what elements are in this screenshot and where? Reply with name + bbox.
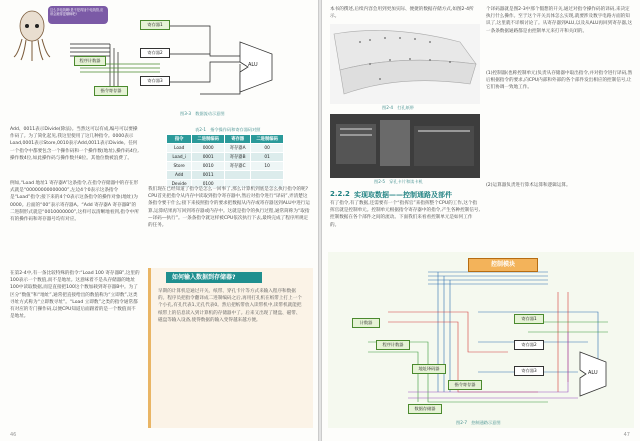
page-number-left: 46 <box>10 432 17 438</box>
alu-label: ALU <box>588 370 598 376</box>
figure-caption: 图3-3 数据流动示意图 <box>180 111 225 116</box>
sidebar-text: 早期的计算机是通过开关、纸带、穿孔卡片等方式来输入程序和数据的。程序员把指令翻译成二进制编码之后,再用打孔机在纸带上打上一个个小孔,有孔代表1,无孔代表0。然后把纸带放入读带机中,读带机就能把纸带上的信息读入到计算机的存储器中了。后来又出现了键盘、磁带、磁盘等输入设备,使得数据的输入变得越来越方便。 <box>158 289 302 323</box>
table-cell: 01 <box>251 153 284 162</box>
punch-card-photo <box>330 114 480 178</box>
data-flow-figure <box>10 4 310 122</box>
address-decoder-block: 地址译码器 <box>412 364 446 374</box>
right-column-text: 我们现在已经知道了指令是怎么一回事了,那么计算机到底是怎么执行指令的呢?CPU首先把指令从内存中读取到指令寄存器中,然后对指令进行“译码”,弄清楚这条指令要干什么;接下来按照指令的要求把数据从内存或寄存器送到ALU中进行运算,运算结果再写回到寄存器或内存中。这就是指令的执行过程,通常简称为“取指—译码—执行”。一条条指令就这样被CPU依次执行下去,最终完成了程序所规定的任务。 <box>148 187 310 229</box>
list-item-2: (2)运算器负责进行算术运算和逻辑运算。 <box>486 183 571 188</box>
alu-label: ALU <box>248 62 258 68</box>
card-caption: 图2-5 穿孔卡片和读卡机 <box>374 179 423 184</box>
table-cell <box>251 171 284 180</box>
control-path-diagram <box>328 252 634 428</box>
table-cell: 寄存器B <box>225 153 251 162</box>
table-cell: Store <box>167 162 192 171</box>
instruction-register-block: 指令寄存器 <box>94 86 128 96</box>
table-header: 指令 <box>167 135 192 144</box>
register-3-block: 寄存器3 <box>514 366 544 376</box>
table-cell: 0001 <box>192 153 225 162</box>
table-cell: 寄存器A <box>225 144 251 153</box>
table-cell: Devide <box>167 180 192 189</box>
right-page <box>322 0 640 441</box>
body-paragraph-1: Add、0011表示Divide(除法)。当然这可以有成,编号可以要操作码了。为了简化起见,我这里使用了这几种指令。0000表示Load,0001表示Store,0010表示Add,0011表示Divide。任何一个指令中都要包含一个操作码和一个操作数(地址),操作码4位,操作数4位,如此操作码与操作数共8位。其他位数被浪费了。 <box>10 127 139 161</box>
table-cell: 10 <box>251 162 284 171</box>
program-counter-block: 程序计数器 <box>74 56 106 66</box>
table-row <box>167 144 284 153</box>
table-cell: 0011 <box>192 171 225 180</box>
table-caption: 表2-1 指令操作码和寄存器码对照 <box>195 127 261 132</box>
table-cell: 0010 <box>192 162 225 171</box>
section-title: 实现取数据——控制通路及部件 <box>354 191 452 199</box>
data-memory-block: 数据存储器 <box>408 404 442 414</box>
control-module-block: 控制模块 <box>468 258 538 272</box>
table-cell <box>225 171 251 180</box>
body-paragraph-3: 在第2-4中,有一条比较特殊的指令:“Load 100 寄存器B”,这里的100表示一个数值,而不是地址。这意味着不是从存储器的地址100中读取数据,而是直接把100这个数加载到寄存器B中。为了区分“数值”和“地址”,通常把直接给出的数值称为“立即数”,这类寻址方式称为“立即数寻址”。“Load 立即数”之类的指令通常都有对应的专门操作码,以便CPU知道后面跟着的是一个数值而不是地址。 <box>10 271 140 320</box>
control-diagram-caption: 图2-7 控制通路示意图 <box>456 420 501 425</box>
register-2-block: 寄存器2 <box>514 340 544 350</box>
punched-tape-photo <box>330 24 480 104</box>
control-wiring <box>328 252 634 428</box>
table-header: 二进制编码 <box>192 135 225 144</box>
instruction-table <box>166 134 284 189</box>
top-text: 本书的撰述,后续内容会用到更加实际、便捷的数据存储方式,如图2-4所示。 <box>330 7 474 20</box>
sidebar-header: 如何输入数据到存储器? <box>166 272 262 283</box>
table-cell: Add <box>167 171 192 180</box>
body-paragraph-2: 例如,“Load 地址1 寄存器A”这条指令,在指令存储器中的存在形式就是“00000000000000”,左边4个0表示这条指令是“Load”指令;接下来的4个0表示这条指令的操作对象(地址)为0000。后面的“00”表示寄存器A。“Add 寄存器A 寄存器B”的二进制形式就是“0010000000”,这样可以清晰地看到,指令中所有的操作码和寄存器号均有对应。 <box>10 181 139 223</box>
list-item-1: (1)控制器(也称控制单元)负责从存储器中取出指令,并对指令进行译码,然后根据指令的要求,向CPU内部和外部的各个部件发出相应的控制信号,让它们协调一致地工作。 <box>486 71 633 91</box>
instruction-register-block: 指令寄存器 <box>448 380 482 390</box>
table-header: 寄存器 <box>225 135 251 144</box>
table-header-row <box>167 135 284 144</box>
page-number-right: 47 <box>623 432 630 438</box>
register-3-block: 寄存器3 <box>140 76 170 86</box>
table-header: 二进制编码 <box>251 135 284 144</box>
table-cell: Load <box>167 144 192 153</box>
table-row <box>167 162 284 171</box>
left-page <box>0 0 318 441</box>
section-number: 2.2.2 <box>330 190 350 198</box>
program-counter-block: 程序计数器 <box>376 340 410 350</box>
register-2-block: 寄存器2 <box>140 48 170 58</box>
tape-caption: 图2-4 打孔纸带 <box>382 105 414 110</box>
register-1-block: 寄存器1 <box>514 314 544 324</box>
table-cell: 0000 <box>192 144 225 153</box>
section-text: 有了指令,有了数据,还需要有一个“指挥官”来指挥整个CPU的工作,这个指挥官就是控制单元。控制单元根据指令寄存器中的指令,产生各种控制信号,控制数据在各个部件之间的流动。下面我们来看看控制单元是如何工作的。 <box>330 201 480 228</box>
table-cell: 寄存器C <box>225 162 251 171</box>
register-1-block: 寄存器1 <box>140 20 170 30</box>
table-cell: Load_i <box>167 153 192 162</box>
table-cell: 0100 <box>192 180 225 189</box>
table-row <box>167 171 284 180</box>
table-row <box>167 153 284 162</box>
counter-block: 计数器 <box>352 318 380 328</box>
speech-bubble: 这么多电线啊!是不是再加个电线管,应该会跑得更顺畅吧! <box>50 8 104 17</box>
table-cell: 00 <box>251 144 284 153</box>
right-column-text: 个译码器就是图2-3中那个假想的开关,通过对指令操作码的译码,来决定执行什么操作。至于这个开关具体怎么实现,就要涉及数字电路方面的知识了,这里就不详细讨论了。从寄存器到ALU,以及从ALU再回到寄存器,这一条条数据通路都是由控制单元来打开和关闭的。 <box>486 7 633 34</box>
